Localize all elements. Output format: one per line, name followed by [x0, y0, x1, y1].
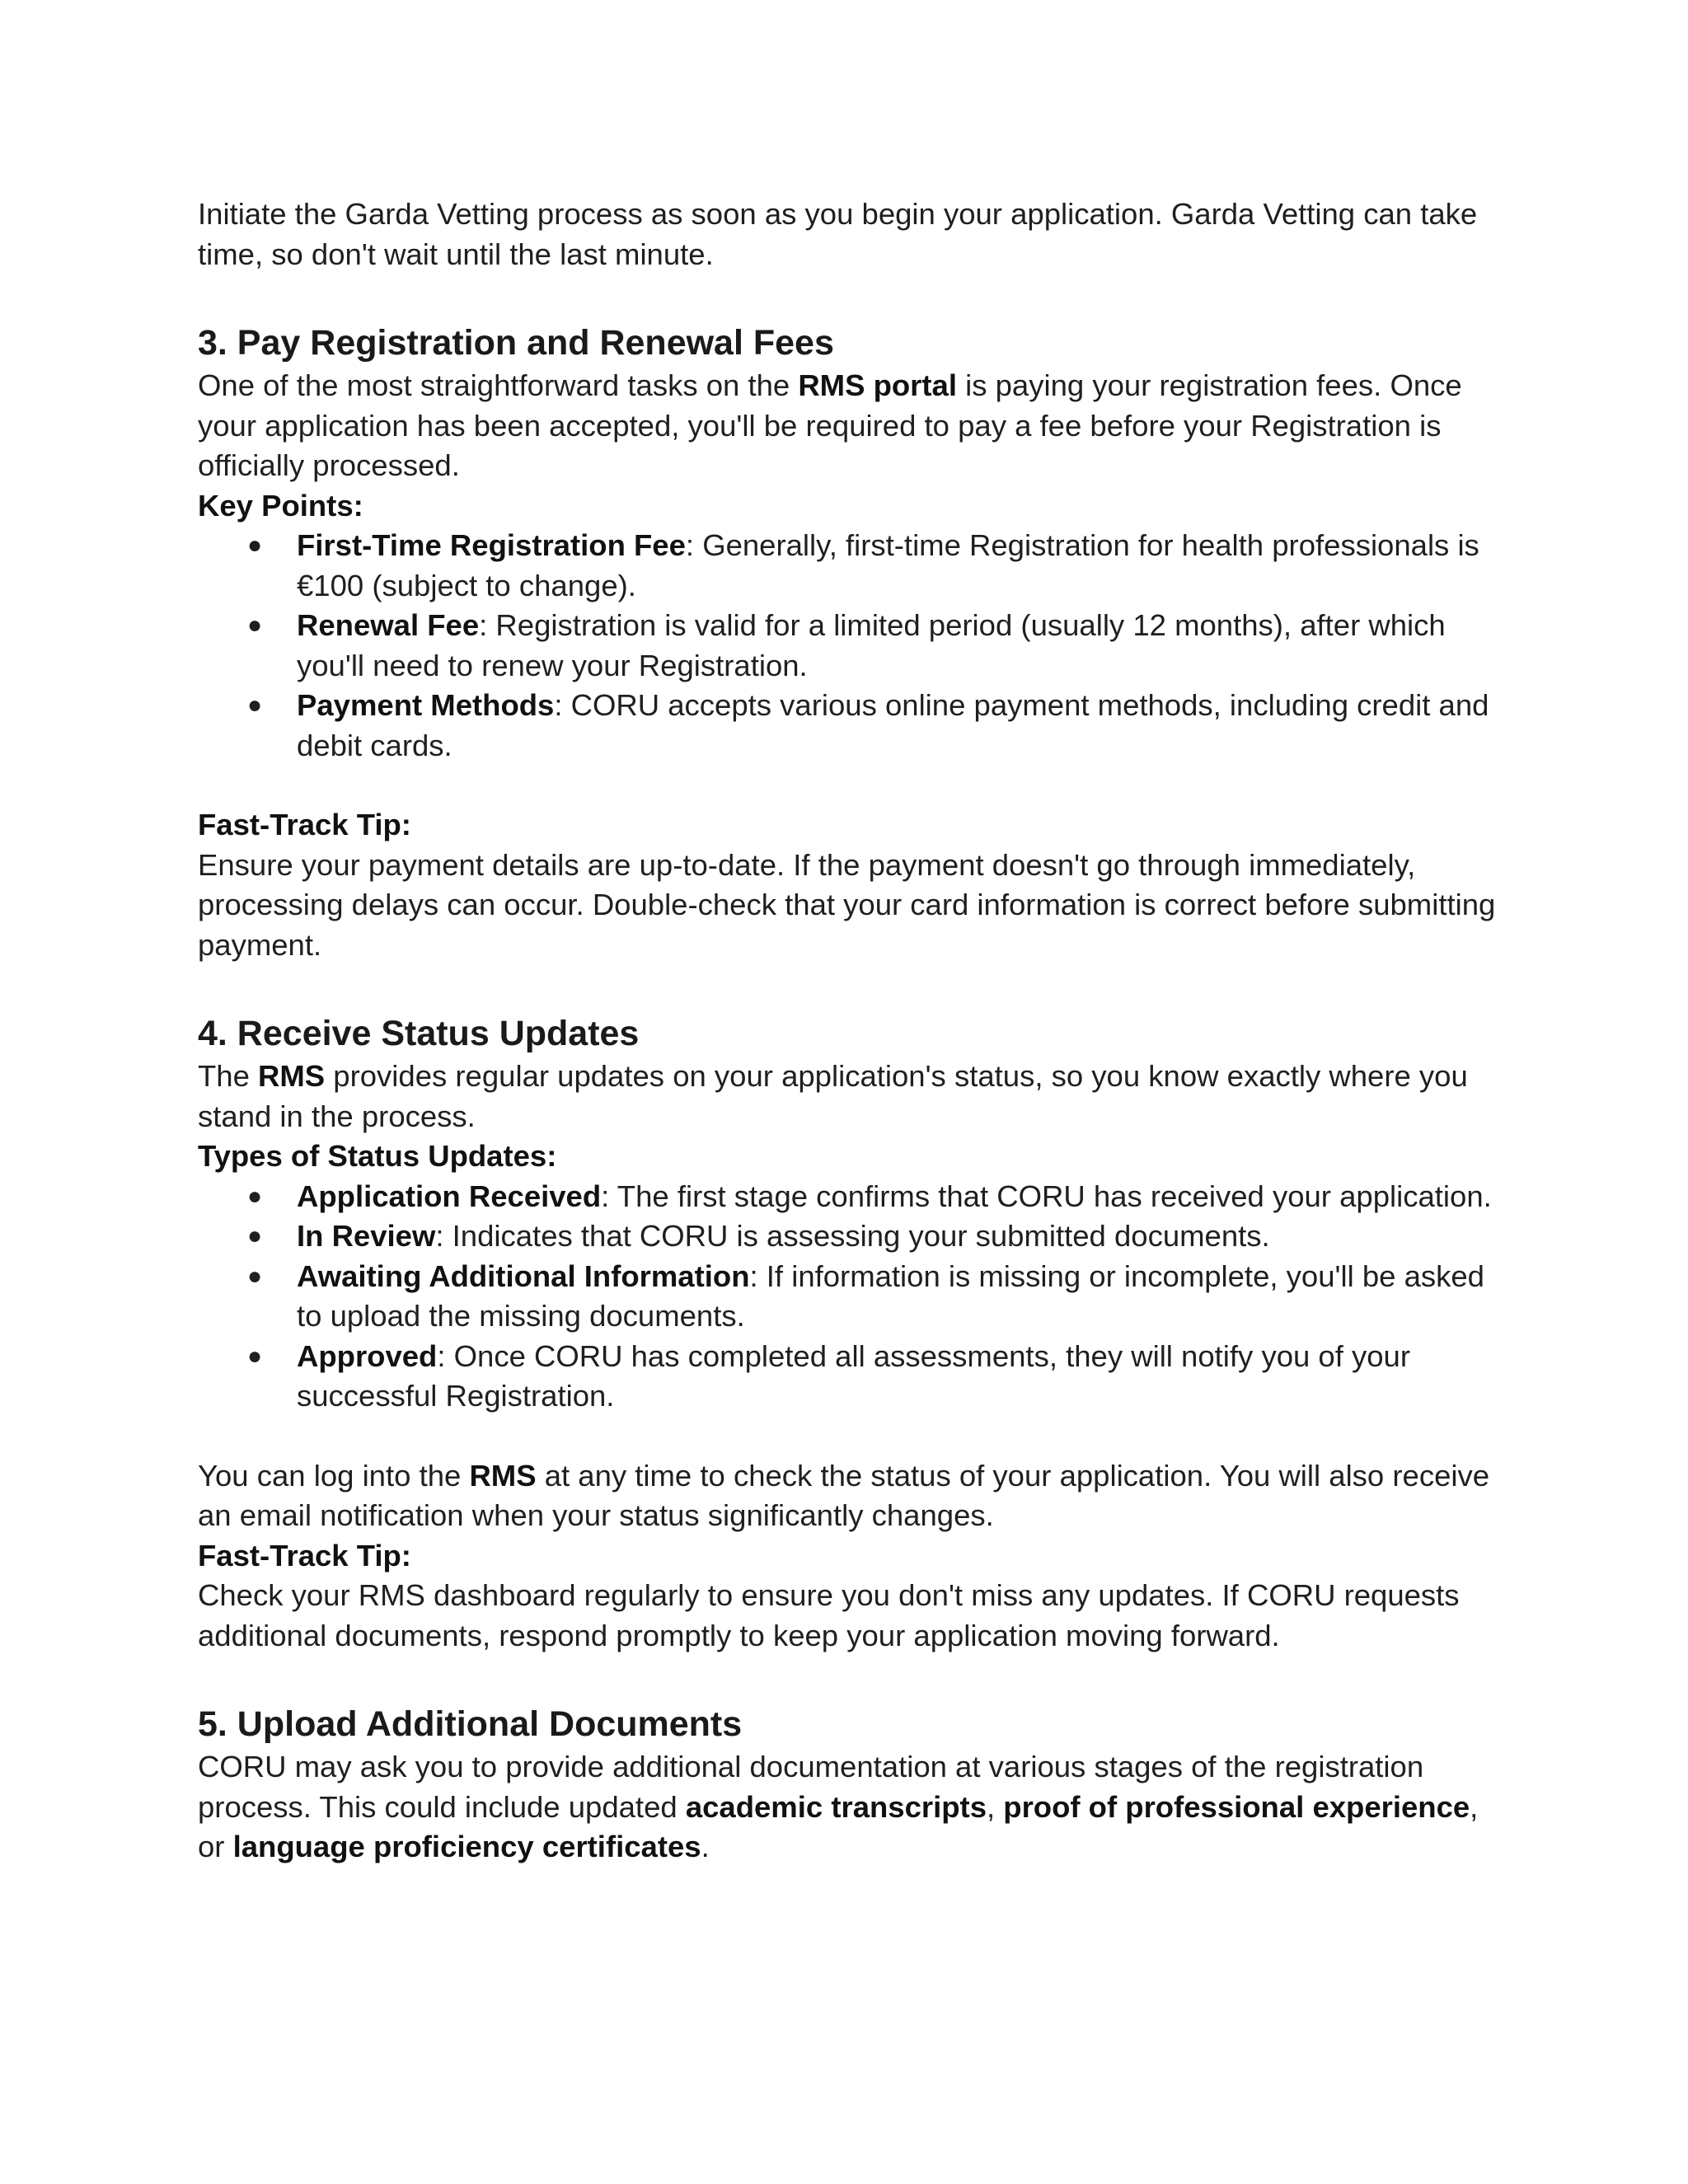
list-item: ● Approved: Once CORU has completed all assessments, they will notify you of your successful Registration. — [297, 1337, 1500, 1417]
list-item: ● First-Time Registration Fee: Generally, first-time Registration for health professionals is €100 (subject to change). — [297, 526, 1500, 606]
section-3-heading: 3. Pay Registration and Renewal Fees — [198, 323, 834, 363]
rms-portal-emphasis: RMS portal — [798, 368, 957, 402]
section-4-heading: 4. Receive Status Updates — [198, 1014, 640, 1053]
list-item: ● In Review: Indicates that CORU is assessing your submitted documents. — [297, 1216, 1500, 1257]
status-types-label: Types of Status Updates: — [198, 1139, 557, 1173]
status-list — [198, 1177, 1500, 1417]
section-5-heading: 5. Upload Additional Documents — [198, 1704, 743, 1744]
bullet-icon: ● — [247, 532, 263, 559]
bullet-icon: ● — [247, 1222, 263, 1249]
login-paragraph: You can log into the RMS at any time to check the status of your application. You will also receive an email notification when your status significantly changes. — [198, 1458, 1490, 1532]
academic-transcripts-emphasis: academic transcripts — [685, 1789, 987, 1824]
rms-emphasis: RMS — [258, 1059, 326, 1093]
list-item: ● Renewal Fee: Registration is valid for a limited period (usually 12 months), after which you'll need to renew your Registration. — [297, 606, 1500, 686]
language-certificates-emphasis: language proficiency certificates — [232, 1830, 701, 1863]
section-4-paragraph: The RMS provides regular updates on your application's status, so you know exactly where you stand in the process. — [198, 1059, 1468, 1133]
bullet-icon: ● — [247, 691, 263, 719]
fast-track-tip-label: Fast-Track Tip: — [198, 808, 411, 841]
bullet-icon: ● — [247, 1342, 263, 1370]
rms-emphasis: RMS — [469, 1458, 537, 1493]
intro-paragraph: Initiate the Garda Vetting process as soon as you begin your application. Garda Vetting can take time, so don't wait until the last minute. — [198, 197, 1478, 271]
bullet-icon: ● — [247, 1182, 263, 1210]
bullet-icon: ● — [247, 612, 263, 639]
fast-track-tip-label: Fast-Track Tip: — [198, 1538, 411, 1572]
section-5-paragraph: CORU may ask you to provide additional documentation at various stages of the registration process. This could include updated academic transcripts, proof of professional experience, or language proficiency certificates. — [198, 1750, 1479, 1863]
bullet-icon: ● — [247, 1262, 263, 1290]
fast-track-tip-text: Check your RMS dashboard regularly to ensure you don't miss any updates. If CORU requests additional documents, respond promptly to keep your application moving forward. — [198, 1578, 1460, 1652]
fees-list — [198, 526, 1500, 766]
section-3-paragraph: One of the most straightforward tasks on the RMS portal is paying your registration fees. Once your application has been accepted, you'll be required to pay a fee before your Registration is officially processed. — [198, 368, 1462, 482]
document-page — [198, 194, 1500, 1868]
fast-track-tip-text: Ensure your payment details are up-to-date. If the payment doesn't go through immediately, processing delays can occur. Double-check that your card information is correct before submitting payment. — [198, 847, 1496, 962]
list-item: ● Awaiting Additional Information: If information is missing or incomplete, you'll be asked to upload the missing documents. — [297, 1257, 1500, 1337]
professional-experience-emphasis: proof of professional experience — [1003, 1789, 1470, 1824]
key-points-label: Key Points: — [198, 488, 363, 523]
list-item: ● Payment Methods: CORU accepts various online payment methods, including credit and debit cards. — [297, 686, 1500, 766]
list-item: ● Application Received: The first stage confirms that CORU has received your application. — [297, 1177, 1500, 1217]
